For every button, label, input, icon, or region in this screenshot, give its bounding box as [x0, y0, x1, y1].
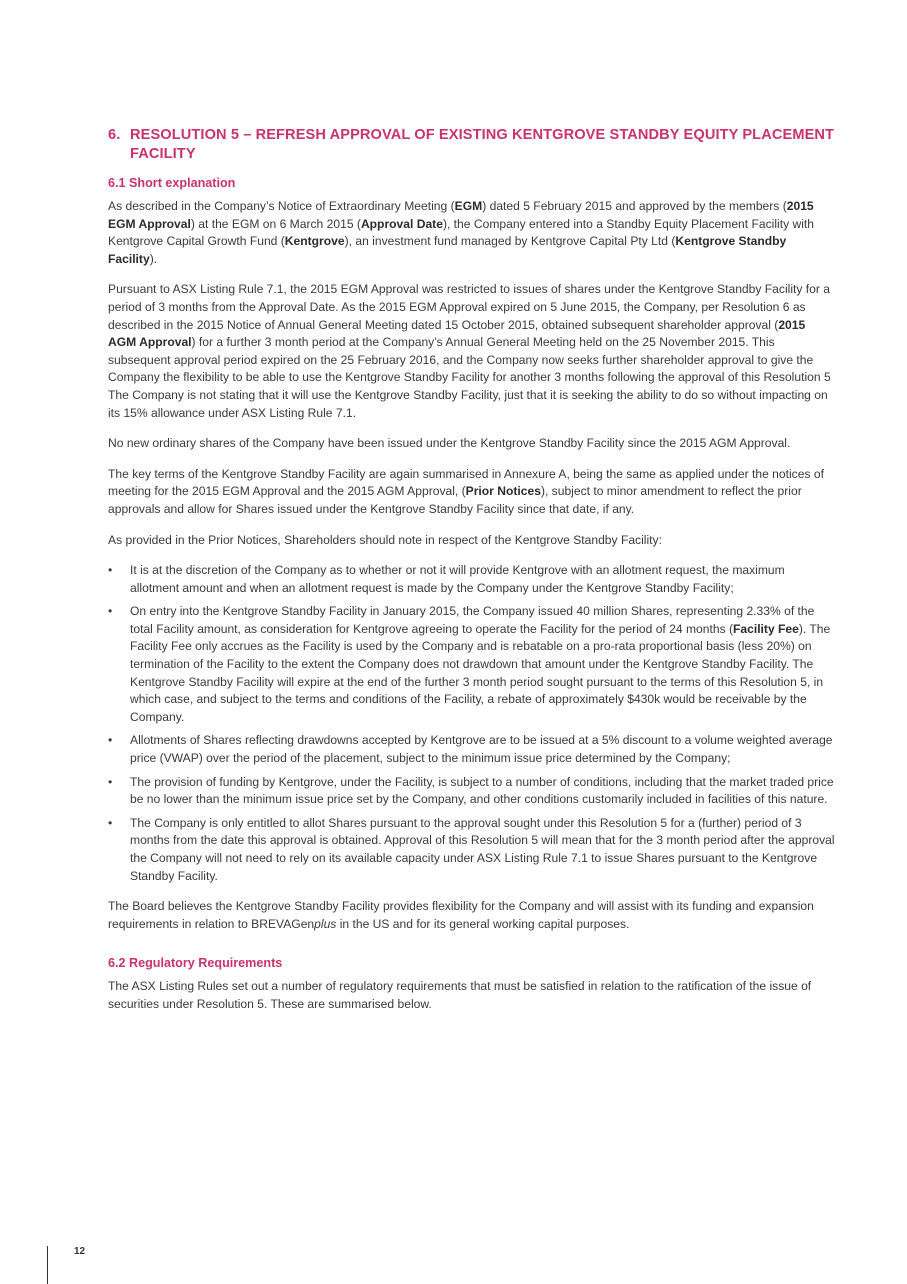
section-number: 6.: [108, 127, 121, 143]
subheading-short-explanation: 6.1 Short explanation: [108, 176, 236, 190]
term-approval-date: Approval Date: [360, 216, 443, 231]
term-2015-egm-approval: 2015 EGM Approval: [108, 199, 814, 231]
paragraph-listing-rule: Pursuant to ASX Listing Rule 7.1, the 2015 EGM Approval was restricted to issues of shares under the Kentgrove Standby Facility for a period of 3 months from the Approval Date. As the 2015 EGM Approval expired on 5 June 2015, the Company, per Resolution 6 as described in the 2015 Notice of Annual General Meeting dated 15 October 2015, obtained subsequent shareholder approval (2015 AGM Approval) for a further 3 month period at the Company’s Annual General Meeting held on the 25 November 2015. This subsequent approval period expired on the 25 February 2016, and the Company now seeks further shareholder approval to give the Company the flexibility to be able to use the Kentgrove Standby Facility for another 3 months following the approval of this Resolution 5 The Company is not stating that it will use the Kentgrove Standby Facility, just that it is seeking the ability to do so without impacting on its 15% allowance under ASX Listing Rule 7.1.: [108, 282, 831, 420]
paragraph-key-terms: The key terms of the Kentgrove Standby Facility are again summarised in Annexure A, being the same as applied under the notices of meeting for the 2015 EGM Approval and the 2015 AGM Approval, (Prior Notices), subject to minor amendment to reflect the prior approvals and allow for Shares issued under the Kentgrove Standby Facility since that date, if any.: [108, 466, 824, 516]
list-item: • The provision of funding by Kentgrove, under the Facility, is subject to a number of conditions, including that the market traded price be no lower than the minimum issue price set by the Company, and other conditions customarily included in facilities of this nature.: [108, 774, 834, 807]
term-2015-agm-approval: 2015 AGM Approval: [108, 317, 806, 350]
section-title: RESOLUTION 5 – REFRESH APPROVAL OF EXISTING KENTGROVE STANDBY EQUITY PLACEMENT FACILITY: [130, 127, 835, 162]
paragraph-egm-approval: As described in the Company’s Notice of Extraordinary Meeting (EGM) dated 5 February 2015 and approved by the members (2015 EGM Approval) at the EGM on 6 March 2015 (Approval Date), the Company entered into a Standby Equity Placement Facility with Kentgrove Capital Growth Fund (Kentgrove), an investment fund managed by Kentgrove Capital Pty Ltd (Kentgrove Standby Facility).: [108, 199, 814, 266]
term-prior-notices: Prior Notices: [465, 484, 541, 499]
section-heading: [108, 126, 836, 163]
paragraph-asx-listing-rules: The ASX Listing Rules set out a number of regulatory requirements that must be satisfied in relation to the ratification of the issue of securities under Resolution 5. These are summarised below.: [108, 979, 812, 1011]
bullet-icon: •: [108, 604, 113, 619]
list-item: • Allotments of Shares reflecting drawdowns accepted by Kentgrove are to be issued at a 5% discount to a volume weighted average price (VWAP) over the period of the placement, subject to the minimum issue price determined by the Company;: [108, 733, 833, 766]
list-item: • On entry into the Kentgrove Standby Facility in January 2015, the Company issued 40 million Shares, representing 2.33% of the total Facility amount, as consideration for Kentgrove agreeing to operate the Facility for the period of 24 months (Facility Fee). The Facility Fee only accrues as the Facility is used by the Company and is rebatable on a pro-rata proportional basis (less 20%) on termination of the Facility to the extent the Company does not drawdown that amount under the Kentgrove Standby Facility. The Kentgrove Standby Facility will expire at the end of the further 3 month period sought pursuant to the terms of this Resolution 5, in which case, and subject to the terms and conditions of the Facility, a rebate of approximately $430k would be receivable by the Company.: [108, 604, 831, 724]
list-item: • It is at the discretion of the Company as to whether or not it will provide Kentgrove with an allotment request, the maximum allotment amount and when an allotment request is made by the Company under the Kentgrove Standby Facility;: [108, 563, 785, 595]
term-facility-fee: Facility Fee: [733, 621, 799, 636]
bullet-icon: •: [108, 815, 113, 830]
term-plus-italic: plus: [314, 916, 337, 931]
bullet-icon: •: [108, 733, 113, 748]
bullet-icon: •: [108, 563, 113, 578]
bullet-icon: •: [108, 774, 113, 789]
facility-notes-list: [108, 562, 836, 885]
page-number: 12: [74, 1246, 86, 1257]
paragraph-board-believes: The Board believes the Kentgrove Standby Facility provides flexibility for the Company and will assist with its funding and expansion requirements in relation to BREVAGenplus in the US and for its general working capital purposes.: [108, 899, 814, 931]
term-egm: EGM: [454, 199, 483, 213]
paragraph-no-new-shares: No new ordinary shares of the Company have been issued under the Kentgrove Standby Facility since the 2015 AGM Approval.: [108, 436, 791, 451]
page-content: [108, 126, 836, 1027]
footer-divider: [47, 1246, 48, 1284]
list-item: • The Company is only entitled to allot Shares pursuant to the approval sought under this Resolution 5 for a (further) period of 3 months from the date this approval is obtained. Approval of this Resolution 5 will mean that for the 3 month period after the approval the Company will not need to rely on its available capacity under ASX Listing Rule 7.1 to issue Shares pursuant to the Kentgrove Standby Facility.: [108, 815, 835, 883]
term-kentgrove-standby-facility: Kentgrove Standby Facility: [108, 234, 787, 266]
subheading-regulatory-requirements: 6.2 Regulatory Requirements: [108, 956, 283, 971]
term-kentgrove: Kentgrove: [284, 234, 345, 249]
paragraph-shareholders-note: As provided in the Prior Notices, Shareholders should note in respect of the Kentgrove Standby Facility:: [108, 532, 662, 547]
